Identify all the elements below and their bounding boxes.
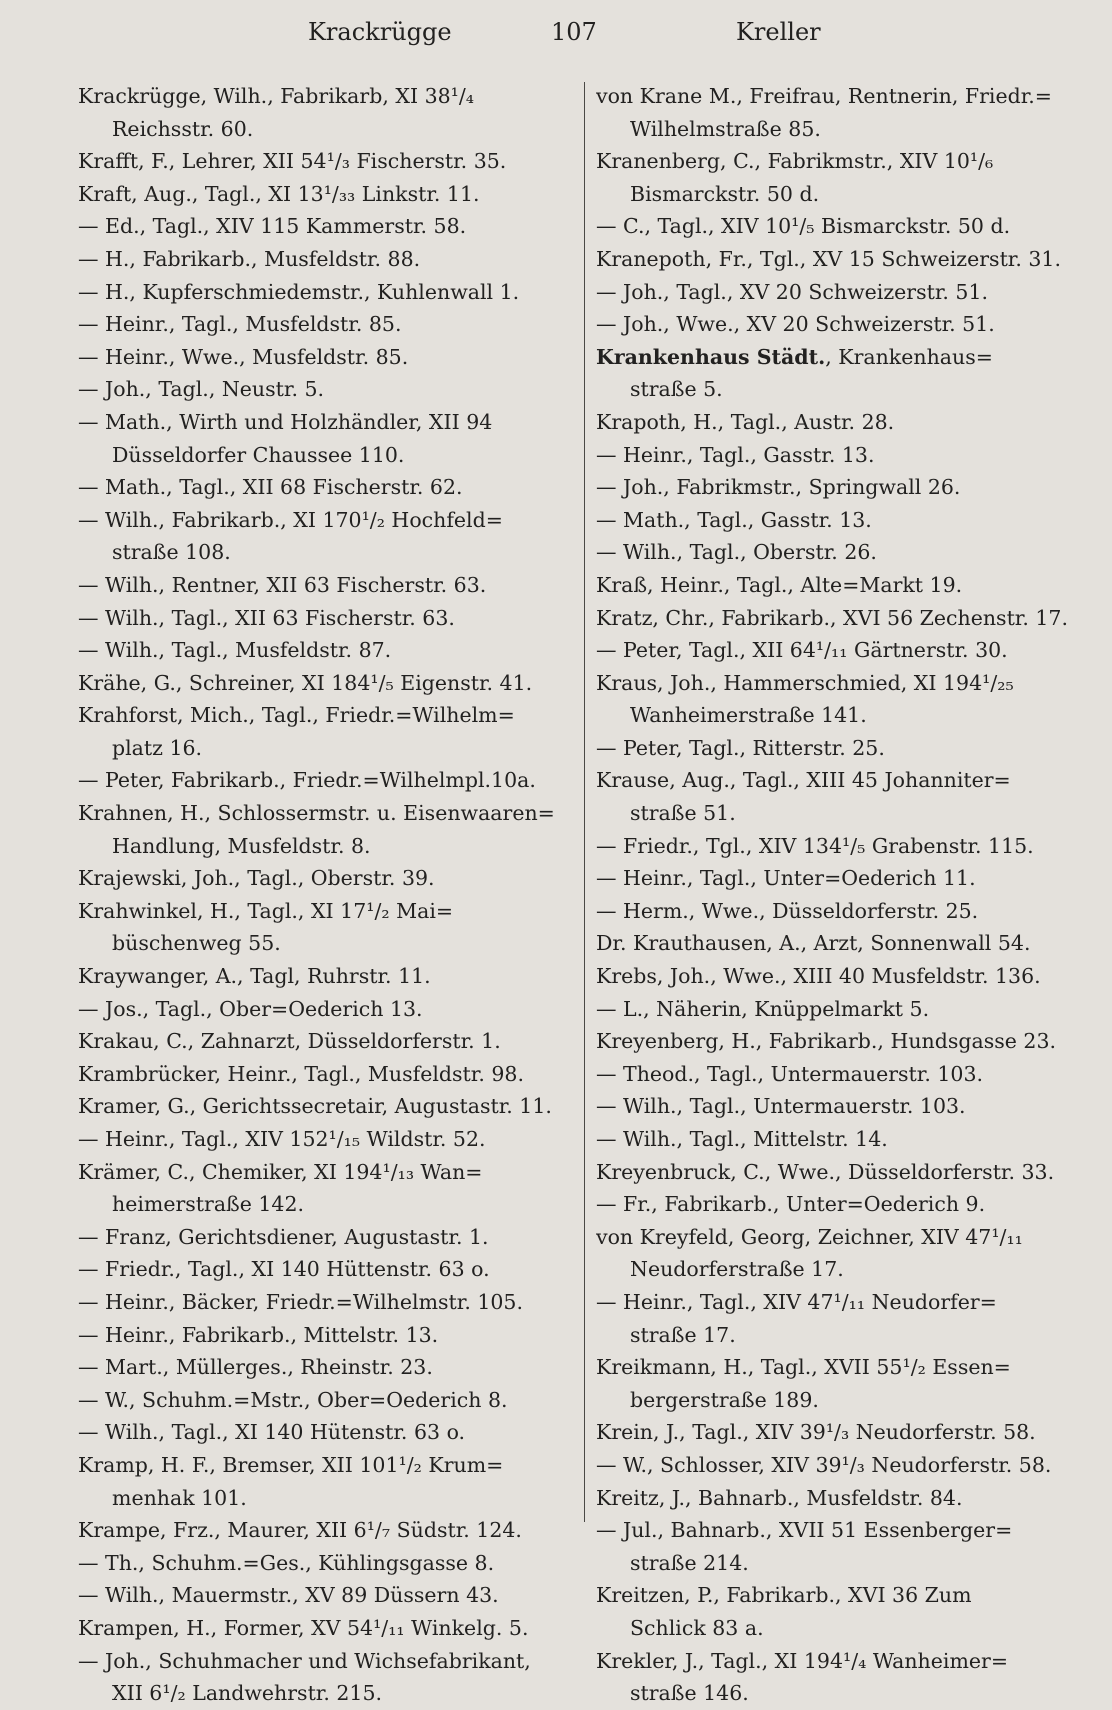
directory-line: — Peter, Tagl., Ritterstr. 25. bbox=[596, 735, 885, 760]
directory-line: — Heinr., Wwe., Musfeldstr. 85. bbox=[78, 344, 409, 369]
directory-line: Kramp, H. F., Bremser, XII 101¹/₂ Krum= bbox=[78, 1452, 504, 1477]
bold-entry-name: Krankenhaus Städt. bbox=[596, 344, 826, 369]
directory-line: Kranepoth, Fr., Tgl., XV 15 Schweizerstr. 31. bbox=[596, 246, 1061, 271]
directory-line: heimerstraße 142. bbox=[112, 1192, 305, 1217]
directory-line: — Theod., Tagl., Untermauerstr. 103. bbox=[596, 1061, 983, 1086]
directory-line: — W., Schuhm.=Mstr., Ober=Oederich 8. bbox=[78, 1387, 508, 1412]
directory-line: — Heinr., Tagl., Unter=Oederich 11. bbox=[596, 866, 976, 891]
directory-line: Krafft, F., Lehrer, XII 54¹/₃ Fischerstr. 35. bbox=[78, 149, 507, 174]
directory-line: Kreitz, J., Bahnarb., Musfeldstr. 84. bbox=[596, 1485, 963, 1510]
directory-line: — Heinr., Bäcker, Friedr.=Wilhelmstr. 105. bbox=[78, 1289, 523, 1314]
directory-line: straße 5. bbox=[630, 377, 723, 402]
directory-line: — Wilh., Mauermstr., XV 89 Düssern 43. bbox=[78, 1583, 499, 1608]
directory-line: — Joh., Schuhmacher und Wichsefabrikant, bbox=[78, 1648, 531, 1673]
directory-line: Kreikmann, H., Tagl., XVII 55¹/₂ Essen= bbox=[596, 1355, 1011, 1380]
directory-line: Dr. Krauthausen, A., Arzt, Sonnenwall 54. bbox=[596, 931, 1031, 956]
directory-line: Kreitzen, P., Fabrikarb., XVI 36 Zum bbox=[596, 1583, 972, 1608]
directory-line: — Wilh., Tagl., Oberstr. 26. bbox=[596, 540, 877, 565]
directory-line: Krampen, H., Former, XV 54¹/₁₁ Winkelg. 5. bbox=[78, 1615, 529, 1640]
directory-line: — Wilh., Fabrikarb., XI 170¹/₂ Hochfeld= bbox=[78, 507, 503, 532]
directory-line: — Joh., Wwe., XV 20 Schweizerstr. 51. bbox=[596, 312, 995, 337]
directory-line: von Krane M., Freifrau, Rentnerin, Friedr.= bbox=[596, 84, 1052, 108]
directory-line: Kraywanger, A., Tagl, Ruhrstr. 11. bbox=[78, 964, 431, 989]
directory-line: Krajewski, Joh., Tagl., Oberstr. 39. bbox=[78, 866, 435, 891]
directory-line: Krebs, Joh., Wwe., XIII 40 Musfeldstr. 136. bbox=[596, 964, 1041, 989]
directory-line: Krambrücker, Heinr., Tagl., Musfeldstr. 98. bbox=[78, 1061, 524, 1086]
directory-line: — Heinr., Tagl., XIV 47¹/₁₁ Neudorfer= bbox=[596, 1289, 997, 1314]
directory-line: Krahforst, Mich., Tagl., Friedr.=Wilhelm= bbox=[78, 703, 515, 728]
directory-line: Krapoth, H., Tagl., Austr. 28. bbox=[596, 409, 895, 434]
directory-line: — Math., Tagl., XII 68 Fischerstr. 62. bbox=[78, 475, 463, 500]
directory-line: Kratz, Chr., Fabrikarb., XVI 56 Zechenstr. 17. bbox=[596, 605, 1068, 630]
directory-line: — H., Kupferschmiedemstr., Kuhlenwall 1. bbox=[78, 279, 520, 304]
running-head-left: Krackrügge bbox=[308, 18, 452, 46]
directory-line: — C., Tagl., XIV 10¹/₅ Bismarckstr. 50 d. bbox=[596, 214, 1011, 239]
left-column bbox=[78, 80, 563, 1710]
directory-line: — Math., Tagl., Gasstr. 13. bbox=[596, 507, 872, 532]
directory-line: — Math., Wirth und Holzhändler, XII 94 bbox=[78, 409, 493, 434]
directory-line: Kramer, G., Gerichtssecretair, Augustastr. 11. bbox=[78, 1094, 552, 1119]
directory-line: — Jul., Bahnarb., XVII 51 Essenberger= bbox=[596, 1518, 1013, 1543]
directory-line: menhak 101. bbox=[112, 1485, 247, 1510]
directory-line: Krein, J., Tagl., XIV 39¹/₃ Neudorferstr. 58. bbox=[596, 1420, 1036, 1445]
directory-line: Krahwinkel, H., Tagl., XI 17¹/₂ Mai= bbox=[78, 898, 454, 923]
directory-line: von Kreyfeld, Georg, Zeichner, XIV 47¹/₁₁ bbox=[596, 1224, 1023, 1249]
directory-line: Kranenberg, C., Fabrikmstr., XIV 10¹/₆ bbox=[596, 149, 994, 174]
directory-line: — Heinr., Tagl., XIV 152¹/₁₅ Wildstr. 52. bbox=[78, 1127, 486, 1151]
directory-line: — Fr., Fabrikarb., Unter=Oederich 9. bbox=[596, 1192, 986, 1217]
directory-line: Kraus, Joh., Hammerschmied, XI 194¹/₂₅ bbox=[596, 670, 1014, 695]
directory-line: Düsseldorfer Chaussee 110. bbox=[112, 442, 405, 467]
directory-line: straße 214. bbox=[630, 1550, 749, 1575]
directory-line: Kreyenberg, H., Fabrikarb., Hundsgasse 23. bbox=[596, 1029, 1057, 1054]
directory-line: — Mart., Müllerges., Rheinstr. 23. bbox=[78, 1355, 433, 1380]
directory-line: Krakau, C., Zahnarzt, Düsseldorferstr. 1. bbox=[78, 1029, 501, 1054]
directory-line: — Peter, Tagl., XII 64¹/₁₁ Gärtnerstr. 30. bbox=[596, 638, 1008, 663]
directory-line: — Peter, Fabrikarb., Friedr.=Wilhelmpl.10a. bbox=[78, 768, 536, 793]
directory-line: Kraft, Aug., Tagl., XI 13¹/₃₃ Linkstr. 11. bbox=[78, 181, 480, 206]
directory-line bbox=[596, 341, 1078, 374]
directory-line: — Heinr., Tagl., Gasstr. 13. bbox=[596, 442, 875, 467]
directory-line: Wilhelmstraße 85. bbox=[630, 116, 821, 141]
directory-line: — Wilh., Tagl., XII 63 Fischerstr. 63. bbox=[78, 605, 455, 630]
directory-line: XII 6¹/₂ Landwehrstr. 215. bbox=[112, 1681, 383, 1706]
directory-line: Krackrügge, Wilh., Fabrikarb, XI 38¹/₄ bbox=[78, 84, 474, 108]
directory-line: Krekler, J., Tagl., XI 194¹/₄ Wanheimer= bbox=[596, 1648, 1008, 1673]
directory-line: — Wilh., Tagl., XI 140 Hütenstr. 63 o. bbox=[78, 1420, 466, 1445]
directory-line: Neudorferstraße 17. bbox=[630, 1257, 844, 1282]
directory-line: — Friedr., Tagl., XI 140 Hüttenstr. 63 o. bbox=[78, 1257, 490, 1282]
directory-line: — L., Näherin, Knüppelmarkt 5. bbox=[596, 996, 930, 1021]
directory-line: — Joh., Tagl., Neustr. 5. bbox=[78, 377, 325, 402]
directory-line: — Wilh., Tagl., Musfeldstr. 87. bbox=[78, 638, 392, 663]
directory-line: — Jos., Tagl., Ober=Oederich 13. bbox=[78, 996, 423, 1021]
directory-line: — Joh., Tagl., XV 20 Schweizerstr. 51. bbox=[596, 279, 989, 304]
running-head-right: Kreller bbox=[736, 18, 821, 46]
directory-line: — Wilh., Tagl., Untermauerstr. 103. bbox=[596, 1094, 966, 1119]
directory-line: Wanheimerstraße 141. bbox=[630, 703, 867, 728]
directory-line: — H., Fabrikarb., Musfeldstr. 88. bbox=[78, 246, 421, 271]
directory-line: Kreyenbruck, C., Wwe., Düsseldorferstr. 33. bbox=[596, 1159, 1055, 1184]
directory-line: büschenweg 55. bbox=[112, 931, 281, 956]
page-number: 107 bbox=[551, 18, 597, 46]
directory-line: straße 108. bbox=[112, 540, 231, 565]
directory-line: — Wilh., Tagl., Mittelstr. 14. bbox=[596, 1127, 888, 1151]
directory-line: — Wilh., Rentner, XII 63 Fischerstr. 63. bbox=[78, 572, 487, 597]
directory-line: Schlick 83 a. bbox=[630, 1615, 764, 1640]
directory-line: Krause, Aug., Tagl., XIII 45 Johanniter= bbox=[596, 768, 1011, 793]
directory-line: Kraß, Heinr., Tagl., Alte=Markt 19. bbox=[596, 572, 963, 597]
directory-line: Reichsstr. 60. bbox=[112, 116, 254, 141]
directory-line: — Joh., Fabrikmstr., Springwall 26. bbox=[596, 475, 961, 500]
directory-line: — Friedr., Tgl., XIV 134¹/₅ Grabenstr. 115. bbox=[596, 833, 1034, 858]
directory-line: straße 51. bbox=[630, 801, 736, 826]
directory-line: platz 16. bbox=[112, 735, 203, 760]
directory-line: bergerstraße 189. bbox=[630, 1387, 819, 1412]
directory-line: — Heinr., Tagl., Musfeldstr. 85. bbox=[78, 312, 402, 337]
column-divider bbox=[584, 82, 585, 1522]
directory-line: Krähe, G., Schreiner, XI 184¹/₅ Eigenstr. 41. bbox=[78, 670, 533, 695]
entry-rest: , Krankenhaus= bbox=[825, 344, 993, 369]
directory-line: Krampe, Frz., Maurer, XII 6¹/₇ Südstr. 124. bbox=[78, 1518, 522, 1543]
right-column bbox=[596, 80, 1078, 1710]
directory-line: — Heinr., Fabrikarb., Mittelstr. 13. bbox=[78, 1322, 439, 1347]
directory-line: — W., Schlosser, XIV 39¹/₃ Neudorferstr. 58. bbox=[596, 1452, 1052, 1477]
directory-line: Krämer, C., Chemiker, XI 194¹/₁₃ Wan= bbox=[78, 1159, 483, 1184]
directory-line: Handlung, Musfeldstr. 8. bbox=[112, 833, 371, 858]
directory-line: — Th., Schuhm.=Ges., Kühlingsgasse 8. bbox=[78, 1550, 495, 1575]
directory-line: straße 146. bbox=[630, 1681, 749, 1706]
directory-line: straße 17. bbox=[630, 1322, 736, 1347]
directory-line: — Franz, Gerichtsdiener, Augustastr. 1. bbox=[78, 1224, 489, 1249]
directory-line: Krahnen, H., Schlossermstr. u. Eisenwaaren= bbox=[78, 801, 555, 826]
directory-line: — Ed., Tagl., XIV 115 Kammerstr. 58. bbox=[78, 214, 467, 239]
directory-line: — Herm., Wwe., Düsseldorferstr. 25. bbox=[596, 898, 979, 923]
directory-line: Bismarckstr. 50 d. bbox=[630, 181, 820, 206]
